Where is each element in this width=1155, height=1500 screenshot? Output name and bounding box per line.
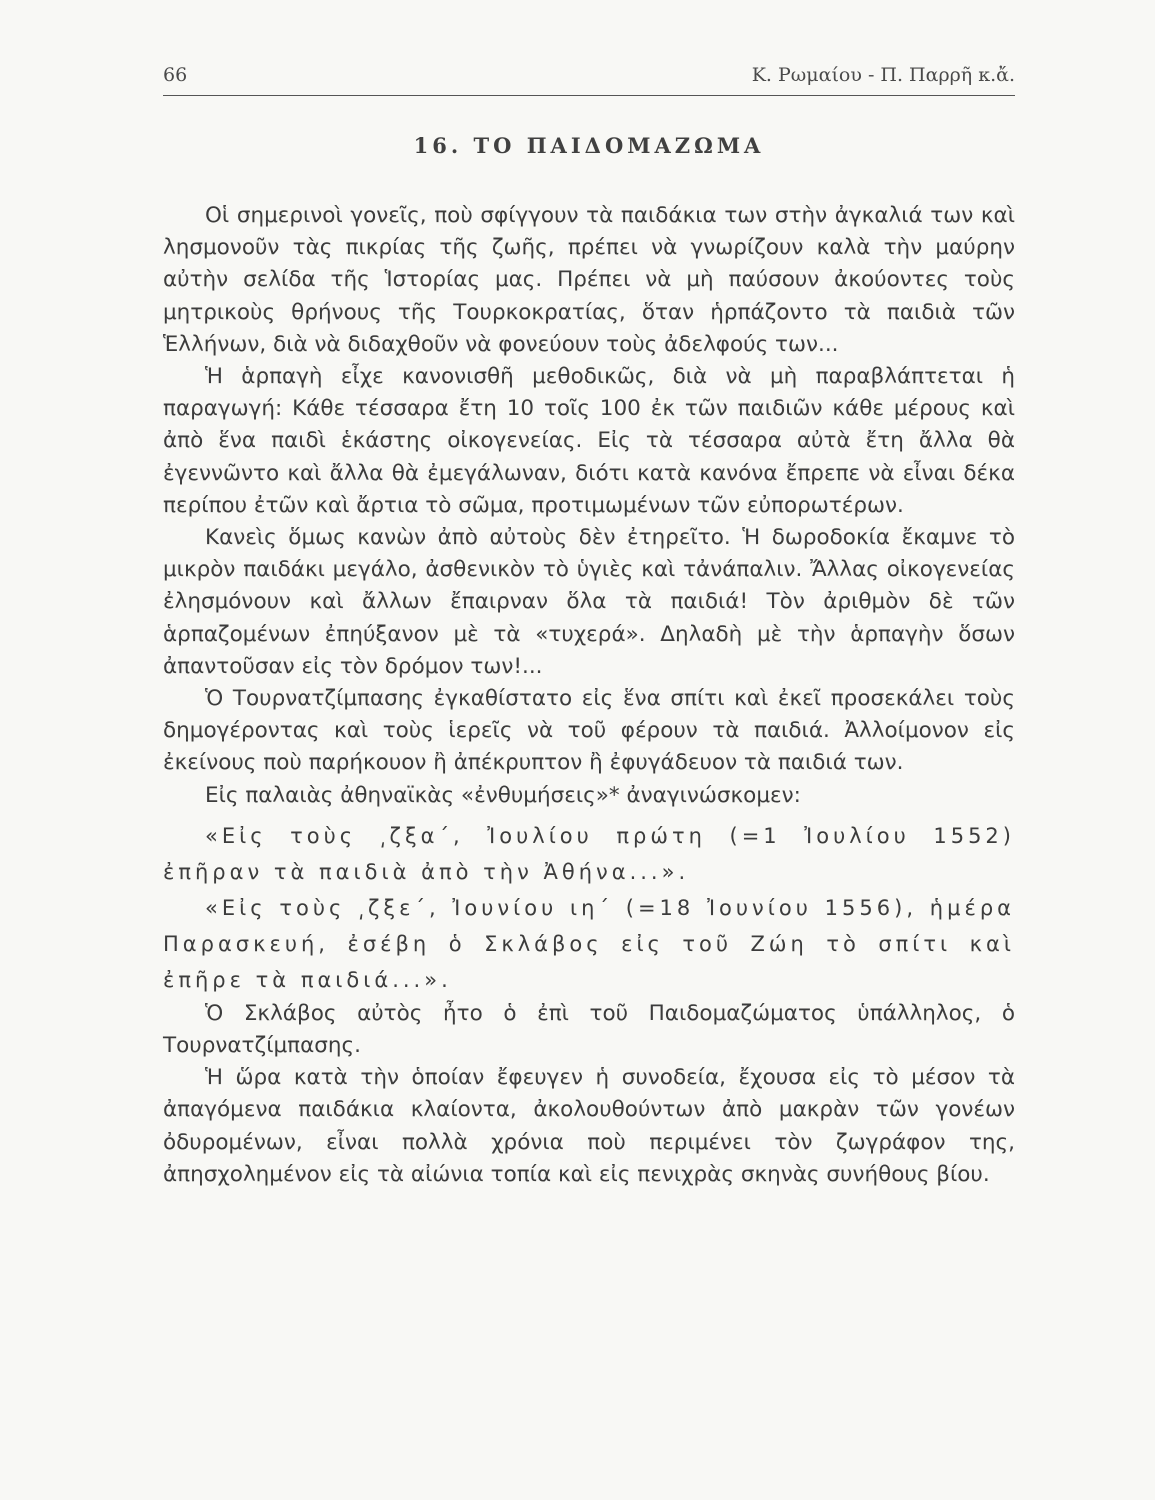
running-title: Κ. Ρωμαίου - Π. Παρρῆ κ.ἄ. bbox=[751, 64, 1015, 86]
document-page bbox=[163, 0, 1015, 1500]
page-header bbox=[163, 64, 1015, 94]
quote-1: «Εἰς τοὺς ͵ζξα΄, Ἰουλίου πρώτη (=1 Ἰουλίου 1552) ἐπῆραν τὰ παιδιὰ ἀπὸ τὴν Ἀθήνα...». bbox=[163, 823, 1015, 884]
body-text bbox=[163, 200, 1015, 1191]
paragraph-3: Κανεὶς ὅμως κανὼν ἀπὸ αὐτοὺς δὲν ἐτηρεῖτο. Ἡ δωροδοκία ἔκαμνε τὸ μικρὸν παιδάκι μεγάλο, ἀσθενικὸν τὸ ὑγιὲς καὶ τἀνάπαλιν. Ἄλλας οἰκογενείας ἐλησμόνουν καὶ ἄλλων ἔπαιρναν ὅλα τὰ παιδιά! Τὸν ἀριθμὸν δὲ τῶν ἁρπαζομένων ἐπηύξανον μὲ τὰ «τυχερά». Δηλαδὴ μὲ τὴν ἁρπαγὴν ὅσων ἀπαντοῦσαν εἰς τὸν δρόμον των!... bbox=[163, 525, 1015, 679]
paragraph-2: Ἡ ἁρπαγὴ εἶχε κανονισθῆ μεθοδικῶς, διὰ νὰ μὴ παραβλάπτεται ἡ παραγωγή: Κάθε τέσσαρα ἔτη 10 τοῖς 100 ἐκ τῶν παιδιῶν κάθε μέρους καὶ ἀπὸ ἕνα παιδὶ ἑκάστης οἰκογενείας. Εἰς τὰ τέσσαρα αὐτὰ ἔτη ἄλλα θὰ ἐγεννῶντο καὶ ἄλλα θὰ ἐμεγάλωναν, διότι κατὰ κανόνα ἔπρεπε νὰ εἶναι δέκα περίπου ἐτῶν καὶ ἄρτια τὸ σῶμα, προτιμωμένων τῶν εὐπορωτέρων. bbox=[163, 364, 1015, 518]
quote-2: «Εἰς τοὺς ͵ζξε΄, Ἰουνίου ιη΄ (=18 Ἰουνίου 1556), ἡμέρα Παρασκευή, ἐσέβη ὁ Σκλάβος εἰς τοῦ Ζώη τὸ σπίτι καὶ ἐπῆρε τὰ παιδιά...». bbox=[163, 895, 1015, 992]
header-rule bbox=[163, 95, 1015, 96]
paragraph-4: Ὁ Τουρνατζίμπασης ἐγκαθίστατο εἰς ἕνα σπίτι καὶ ἐκεῖ προσεκάλει τοὺς δημογέροντας καὶ τοὺς ἱερεῖς νὰ τοῦ φέρουν τὰ παιδιά. Ἀλλοίμονον εἰς ἐκείνους ποὺ παρήκουον ἢ ἀπέκρυπτον ἢ ἐφυγάδευον τὰ παιδιά των. bbox=[163, 686, 1015, 776]
paragraph-5: Εἰς παλαιὰς ἀθηναϊκὰς «ἐνθυμήσεις»* ἀναγινώσκομεν: bbox=[205, 782, 801, 808]
paragraph-7: Ἡ ὥρα κατὰ τὴν ὁποίαν ἔφευγεν ἡ συνοδεία, ἔχουσα εἰς τὸ μέσον τὰ ἀπαγόμενα παιδάκια κλαίοντα, ἀκολουθούντων ἀπὸ μακρὰν τῶν γονέων ὀδυρομένων, εἶναι πολλὰ χρόνια ποὺ περιμένει τὸν ζωγράφον της, ἀπησχολημένον εἰς τὰ αἰώνια τοπία καὶ εἰς πενιχρὰς σκηνὰς συνήθους βίου. bbox=[163, 1065, 1015, 1187]
page-number: 66 bbox=[163, 64, 188, 86]
paragraph-1: Οἱ σημερινοὶ γονεῖς, ποὺ σφίγγουν τὰ παιδάκια των στὴν ἀγκαλιά των καὶ λησμονοῦν τὰς πικρίας τῆς ζωῆς, πρέπει νὰ γνωρίζουν καλὰ τὴν μαύρην αὐτὴν σελίδα τῆς Ἱστορίας μας. Πρέπει νὰ μὴ παύσουν ἀκούοντες τοὺς μητρικοὺς θρήνους τῆς Τουρκοκρατίας, ὅταν ἡρπάζοντο τὰ παιδιὰ τῶν Ἑλλήνων, διὰ νὰ διδαχθοῦν νὰ φονεύουν τοὺς ἀδελφούς των... bbox=[163, 203, 1015, 357]
paragraph-6: Ὁ Σκλάβος αὐτὸς ἦτο ὁ ἐπὶ τοῦ Παιδομαζώματος ὑπάλληλος, ὁ Τουρνατζίμπασης. bbox=[163, 1000, 1015, 1059]
chapter-title: 16. ΤΟ ΠΑΙΔΟΜΑΖΩΜΑ bbox=[413, 133, 765, 158]
